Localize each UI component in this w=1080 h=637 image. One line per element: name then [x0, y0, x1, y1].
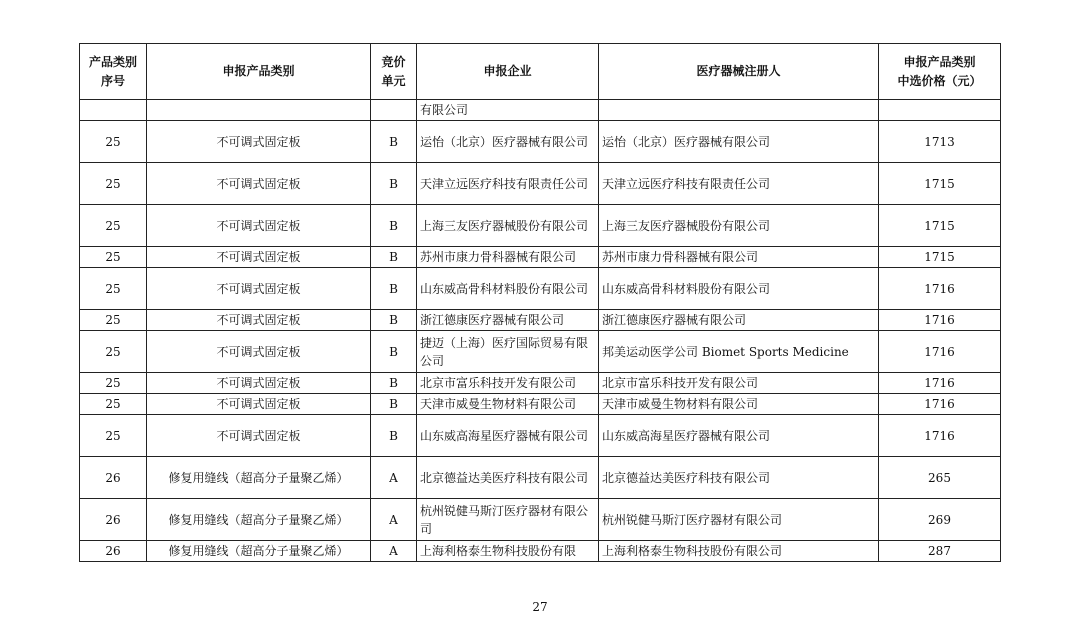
cell-unit: B: [371, 373, 417, 394]
cell-category: 不可调式固定板: [147, 394, 371, 415]
cell-seq: 26: [80, 499, 147, 541]
cell-price: 1715: [879, 247, 1001, 268]
table-row: [80, 247, 1001, 268]
cell-registrant: 上海利格泰生物科技股份有限公司: [599, 541, 879, 562]
cell-category: 不可调式固定板: [147, 247, 371, 268]
cell-seq: 25: [80, 268, 147, 310]
cell-company: 上海三友医疗器械股份有限公司: [417, 205, 599, 247]
cell-price: 1716: [879, 331, 1001, 373]
cell-price: 265: [879, 457, 1001, 499]
table-row: [80, 163, 1001, 205]
table-row: [80, 310, 1001, 331]
table-row: [80, 499, 1001, 541]
cell-unit: B: [371, 205, 417, 247]
cell-seq: 25: [80, 247, 147, 268]
cell-seq: 25: [80, 415, 147, 457]
header-row: [80, 44, 1001, 100]
cell-unit: B: [371, 121, 417, 163]
cell-company: 北京市富乐科技开发有限公司: [417, 373, 599, 394]
cell-registrant: 天津市威曼生物材料有限公司: [599, 394, 879, 415]
cell-company: 天津立远医疗科技有限责任公司: [417, 163, 599, 205]
cell-company: 运怡（北京）医疗器械有限公司: [417, 121, 599, 163]
cell-price: 1716: [879, 394, 1001, 415]
cell-unit: B: [371, 394, 417, 415]
cell-seq: 25: [80, 373, 147, 394]
cell-registrant: 杭州锐健马斯汀医疗器材有限公司: [599, 499, 879, 541]
cell-seq: 25: [80, 394, 147, 415]
table-row: [80, 205, 1001, 247]
table-row: [80, 268, 1001, 310]
cell-category: 不可调式固定板: [147, 310, 371, 331]
cell-company: 上海利格泰生物科技股份有限: [417, 541, 599, 562]
cell-unit: B: [371, 331, 417, 373]
cell-unit: A: [371, 541, 417, 562]
cell-seq: 25: [80, 205, 147, 247]
cell-seq: 25: [80, 163, 147, 205]
cell-unit: [371, 100, 417, 121]
header-registrant: 医疗器械注册人: [599, 44, 879, 100]
cell-category: 修复用缝线（超高分子量聚乙烯）: [147, 499, 371, 541]
cell-category: 不可调式固定板: [147, 121, 371, 163]
cell-price: 1715: [879, 205, 1001, 247]
cell-registrant: 山东威高海星医疗器械有限公司: [599, 415, 879, 457]
cell-price: 1713: [879, 121, 1001, 163]
cell-price: 269: [879, 499, 1001, 541]
cell-category: 修复用缝线（超高分子量聚乙烯）: [147, 457, 371, 499]
cell-price: 1715: [879, 163, 1001, 205]
cell-price: [879, 100, 1001, 121]
cell-unit: B: [371, 415, 417, 457]
cell-registrant: 浙江德康医疗器械有限公司: [599, 310, 879, 331]
cell-registrant: 邦美运动医学公司 Biomet Sports Medicine: [599, 331, 879, 373]
cell-price: 1716: [879, 415, 1001, 457]
cell-price: 287: [879, 541, 1001, 562]
cell-category: 修复用缝线（超高分子量聚乙烯）: [147, 541, 371, 562]
cell-company: 山东威高海星医疗器械有限公司: [417, 415, 599, 457]
cell-company: 有限公司: [417, 100, 599, 121]
cell-registrant: 北京德益达美医疗科技有限公司: [599, 457, 879, 499]
header-category: 申报产品类别: [147, 44, 371, 100]
cell-price: 1716: [879, 373, 1001, 394]
cell-seq: 25: [80, 331, 147, 373]
cell-unit: A: [371, 457, 417, 499]
cell-unit: B: [371, 247, 417, 268]
cell-company: 天津市威曼生物材料有限公司: [417, 394, 599, 415]
table-row: [80, 121, 1001, 163]
table-row: [80, 415, 1001, 457]
header-unit: 竞价 单元: [371, 44, 417, 100]
cell-company: 山东威高骨科材料股份有限公司: [417, 268, 599, 310]
cell-category: [147, 100, 371, 121]
cell-unit: B: [371, 310, 417, 331]
cell-unit: A: [371, 499, 417, 541]
cell-registrant: [599, 100, 879, 121]
cell-registrant: 苏州市康力骨科器械有限公司: [599, 247, 879, 268]
cell-registrant: 山东威高骨科材料股份有限公司: [599, 268, 879, 310]
cell-registrant: 天津立远医疗科技有限责任公司: [599, 163, 879, 205]
bid-results-table: [79, 43, 1001, 562]
header-company: 申报企业: [417, 44, 599, 100]
cell-category: 不可调式固定板: [147, 163, 371, 205]
cell-registrant: 运怡（北京）医疗器械有限公司: [599, 121, 879, 163]
cell-category: 不可调式固定板: [147, 415, 371, 457]
header-price: 申报产品类别 中选价格（元）: [879, 44, 1001, 100]
table-row: [80, 331, 1001, 373]
cell-registrant: 上海三友医疗器械股份有限公司: [599, 205, 879, 247]
cell-company: 北京德益达美医疗科技有限公司: [417, 457, 599, 499]
cell-unit: B: [371, 163, 417, 205]
cell-category: 不可调式固定板: [147, 268, 371, 310]
cell-category: 不可调式固定板: [147, 373, 371, 394]
table-row: [80, 541, 1001, 562]
cell-seq: 25: [80, 121, 147, 163]
cell-category: 不可调式固定板: [147, 205, 371, 247]
cell-company: 捷迈（上海）医疗国际贸易有限公司: [417, 331, 599, 373]
cell-seq: [80, 100, 147, 121]
table-row: [80, 394, 1001, 415]
cell-company: 苏州市康力骨科器械有限公司: [417, 247, 599, 268]
table-row: [80, 457, 1001, 499]
cell-company: 杭州锐健马斯汀医疗器材有限公司: [417, 499, 599, 541]
cell-price: 1716: [879, 268, 1001, 310]
cell-seq: 26: [80, 541, 147, 562]
header-seq: 产品类别 序号: [80, 44, 147, 100]
table-row: [80, 373, 1001, 394]
cell-company: 浙江德康医疗器械有限公司: [417, 310, 599, 331]
page-number: 27: [532, 600, 548, 614]
cell-unit: B: [371, 268, 417, 310]
cell-seq: 25: [80, 310, 147, 331]
cell-price: 1716: [879, 310, 1001, 331]
cell-registrant: 北京市富乐科技开发有限公司: [599, 373, 879, 394]
cell-seq: 26: [80, 457, 147, 499]
table-row: [80, 100, 1001, 121]
cell-category: 不可调式固定板: [147, 331, 371, 373]
